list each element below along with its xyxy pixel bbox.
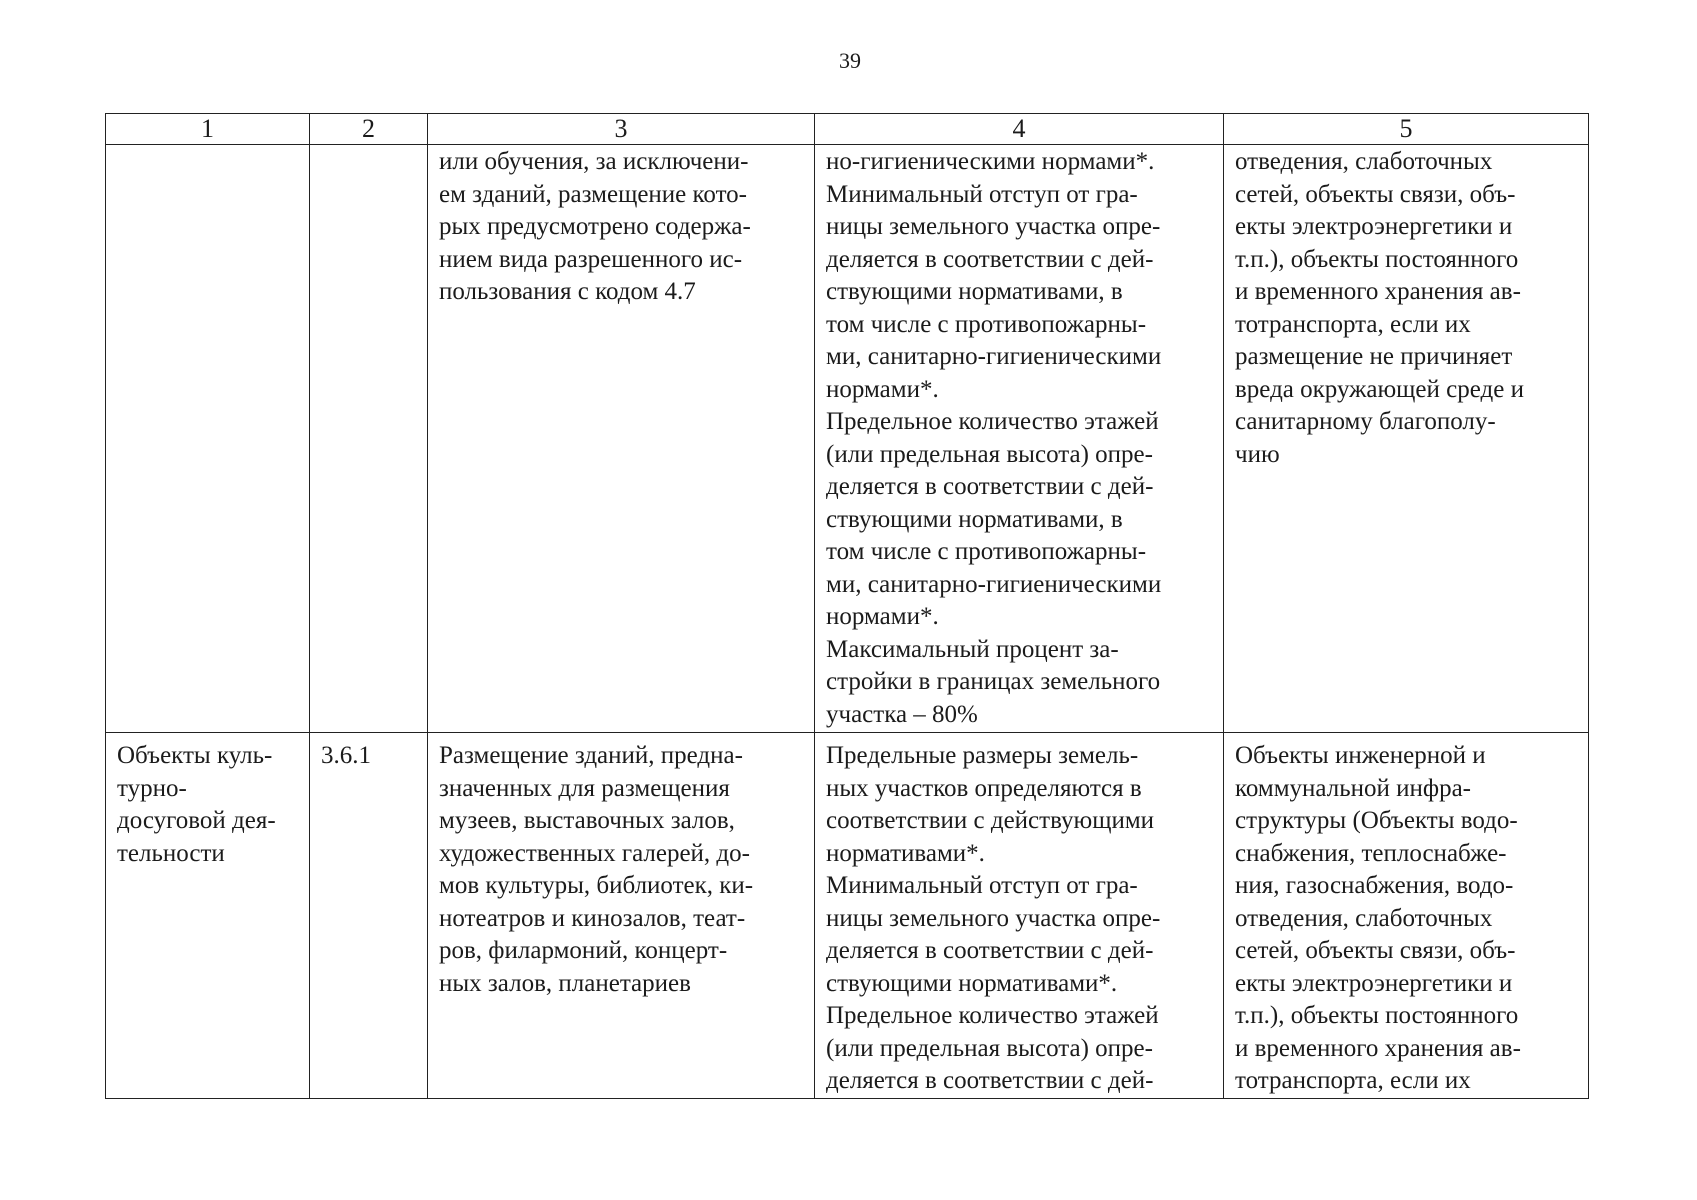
table-row bbox=[106, 145, 1589, 733]
cell-auxiliary-uses: Объекты инженерной и коммунальной инфра- структуры (Объекты водо- снабжения, теплоснабже- ния, газоснабжения, водо- отведения, слаботочных сетей, объекты связи, объ- екты электроэнергетики и т.п.), объекты постоянного и временного хранения ав- тотранспорта, если их bbox=[1224, 733, 1589, 1099]
header-col-5: 5 bbox=[1224, 114, 1589, 145]
cell-use-description: Размещение зданий, предна- значенных для размещения музеев, выставочных залов, художественных галерей, до- мов культуры, библиотек, ки- нотеатров и кинозалов, теат- ров, филармоний, концерт- ных залов, планетариев bbox=[428, 733, 815, 1099]
table-header-row bbox=[106, 114, 1589, 145]
cell-auxiliary-uses: отведения, слаботочных сетей, объекты связи, объ- екты электроэнергетики и т.п.), объекты постоянного и временного хранения ав- тотранспорта, если их размещение не причиняет вреда окружающей среде и санитарному благополу- чию bbox=[1224, 145, 1589, 733]
regulations-table bbox=[105, 113, 1589, 1099]
header-col-3: 3 bbox=[428, 114, 815, 145]
cell-use-name bbox=[106, 145, 310, 733]
page-number: 39 bbox=[839, 48, 861, 73]
table-row bbox=[106, 733, 1589, 1099]
header-col-1: 1 bbox=[106, 114, 310, 145]
cell-use-name: Объекты куль- турно- досуговой дея- тельности bbox=[106, 733, 310, 1099]
header-col-2: 2 bbox=[310, 114, 428, 145]
cell-use-description: или обучения, за исключени- ем зданий, размещение кото- рых предусмотрено содержа- нием вида разрешенного ис- пользования с кодом 4.7 bbox=[428, 145, 815, 733]
cell-parameters: но-гигиеническими нормами*. Минимальный отступ от гра- ницы земельного участка опре- деляется в соответствии с дей- ствующими нормативами, в том числе с противопожарны- ми, санитарно-гигиеническими нормами*. Предельное количество этажей (или предельная высота) опре- деляется в соответствии с дей- ствующими нормативами, в том числе с противопожарны- ми, санитарно-гигиеническими нормами*. Максимальный процент за- стройки в границах земельного участка – 80% bbox=[815, 145, 1224, 733]
header-col-4: 4 bbox=[815, 114, 1224, 145]
cell-use-code bbox=[310, 145, 428, 733]
cell-parameters: Предельные размеры земель- ных участков определяются в соответствии с действующими нормативами*. Минимальный отступ от гра- ницы земельного участка опре- деляется в соответствии с дей- ствующими нормативами*. Предельное количество этажей (или предельная высота) опре- деляется в соответствии с дей- bbox=[815, 733, 1224, 1099]
cell-use-code: 3.6.1 bbox=[310, 733, 428, 1099]
